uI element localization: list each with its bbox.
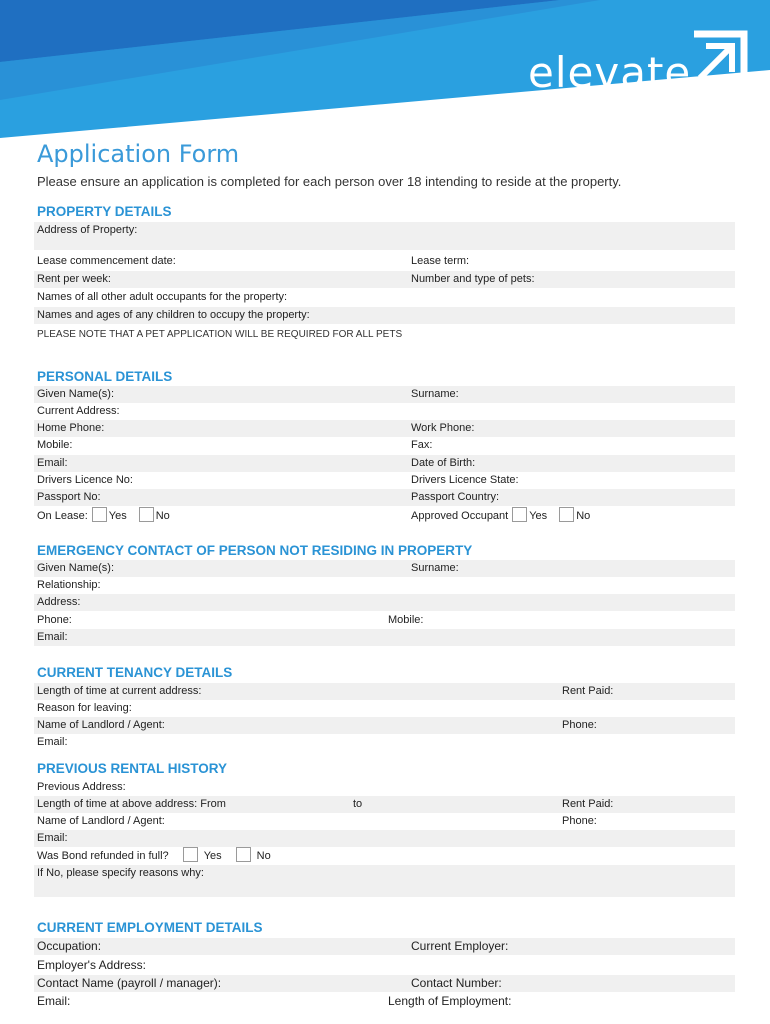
tenancy-length-label: Length of time at current address: — [37, 685, 202, 697]
licence-row[interactable] — [34, 472, 735, 489]
emergency-name-row[interactable] — [34, 560, 735, 577]
brand-logo-word: elevate — [528, 48, 692, 97]
occupation-label: Occupation: — [37, 939, 102, 953]
home-phone-label: Home Phone: — [37, 422, 105, 434]
approved-no-label: No — [576, 510, 591, 522]
rent-row[interactable] — [34, 271, 735, 288]
contact-name-label: Contact Name (payroll / manager): — [37, 976, 222, 990]
emergency-address-field[interactable] — [34, 594, 735, 611]
history-email-label: Email: — [37, 832, 68, 844]
employment-section-title: CURRENT EMPLOYMENT DETAILS — [37, 920, 263, 935]
adult-occupants-field[interactable] — [34, 289, 735, 306]
mobile-label: Mobile: — [37, 439, 73, 451]
given-name-label: Given Name(s): — [37, 388, 115, 400]
property-address-field[interactable] — [34, 222, 735, 250]
relationship-field[interactable] — [34, 577, 735, 594]
bond-yes-label: Yes — [203, 850, 222, 862]
tenancy-landlord-label: Name of Landlord / Agent: — [37, 719, 165, 731]
relationship-label: Relationship: — [37, 579, 101, 591]
on-lease-no-checkbox[interactable] — [139, 507, 154, 522]
tenancy-rent-label: Rent Paid: — [562, 685, 614, 697]
passport-row[interactable] — [34, 489, 735, 506]
email-row[interactable] — [34, 455, 735, 472]
dob-label: Date of Birth: — [411, 457, 476, 469]
bond-reasons-label: If No, please specify reasons why: — [37, 867, 204, 879]
tenancy-section-title: CURRENT TENANCY DETAILS — [37, 665, 233, 680]
approved-no-checkbox[interactable] — [559, 507, 574, 522]
previous-address-field[interactable] — [34, 779, 735, 796]
children-label: Names and ages of any children to occupy the property: — [37, 309, 310, 321]
form-intro: Please ensure an application is completed for each person over 18 intending to reside at the property. — [37, 174, 622, 189]
rent-label: Rent per week: — [37, 273, 111, 285]
on-lease-yes-label: Yes — [108, 510, 127, 522]
history-landlord-label: Name of Landlord / Agent: — [37, 815, 165, 827]
employment-contact-row[interactable] — [34, 975, 735, 992]
tenancy-length-row[interactable] — [34, 683, 735, 700]
employment-length-label: Length of Employment: — [388, 994, 512, 1008]
emergency-phone-label: Phone: — [37, 614, 72, 626]
form-title: Application Form — [37, 140, 240, 168]
emergency-address-label: Address: — [37, 596, 81, 608]
employment-email-label: Email: — [37, 994, 71, 1008]
phone-row[interactable] — [34, 420, 735, 437]
approved-yes-label: Yes — [529, 510, 548, 522]
emergency-phone-row[interactable] — [34, 612, 735, 629]
children-field[interactable] — [34, 307, 735, 324]
on-lease-label: On Lease: — [37, 510, 88, 522]
passport-country-label: Passport Country: — [411, 491, 500, 503]
personal-section-title: PERSONAL DETAILS — [37, 369, 173, 384]
arrow-logo-icon — [690, 30, 748, 88]
bond-yes-checkbox[interactable] — [183, 847, 198, 862]
tenancy-email-field[interactable] — [34, 734, 735, 751]
history-from-label: Length of time at above address: From — [37, 798, 226, 810]
previous-address-label: Previous Address: — [37, 781, 126, 793]
on-lease-yes-checkbox[interactable] — [92, 507, 107, 522]
lease-date-label: Lease commencement date: — [37, 255, 176, 267]
lease-status-row — [34, 507, 735, 524]
bond-row — [34, 847, 735, 864]
history-section-title: PREVIOUS RENTAL HISTORY — [37, 761, 228, 776]
bond-no-label: No — [256, 850, 271, 862]
tenancy-phone-label: Phone: — [562, 719, 597, 731]
licence-label: Drivers Licence No: — [37, 474, 133, 486]
lease-row[interactable] — [34, 253, 735, 270]
adult-occupants-label: Names of all other adult occupants for the property: — [37, 291, 288, 303]
current-address-label: Current Address: — [37, 405, 120, 417]
emergency-email-label: Email: — [37, 631, 68, 643]
brand-logo-subtitle: RESIDENTIAL — [552, 105, 682, 119]
surname-label: Surname: — [411, 388, 459, 400]
bond-label: Was Bond refunded in full? — [37, 850, 169, 862]
on-lease-no-label: No — [155, 510, 170, 522]
employer-address-field[interactable] — [34, 957, 735, 974]
history-landlord-row[interactable] — [34, 813, 735, 830]
employment-email-row[interactable] — [34, 993, 735, 1010]
emergency-email-field[interactable] — [34, 629, 735, 646]
contact-number-label: Contact Number: — [411, 976, 502, 990]
approved-occupant-label: Approved Occupant — [411, 510, 509, 522]
approved-yes-checkbox[interactable] — [512, 507, 527, 522]
history-email-field[interactable] — [34, 830, 735, 847]
emergency-surname-label: Surname: — [411, 562, 459, 574]
history-to-label: to — [353, 798, 363, 810]
history-phone-label: Phone: — [562, 815, 597, 827]
pet-note: PLEASE NOTE THAT A PET APPLICATION WILL BE REQUIRED FOR ALL PETS — [37, 329, 403, 340]
emergency-section-title: EMERGENCY CONTACT OF PERSON NOT RESIDING IN PROPERTY — [37, 543, 473, 558]
fax-label: Fax: — [411, 439, 433, 451]
employer-address-label: Employer's Address: — [37, 958, 147, 972]
licence-state-label: Drivers Licence State: — [411, 474, 519, 486]
employer-label: Current Employer: — [411, 939, 509, 953]
mobile-row[interactable] — [34, 437, 735, 454]
bond-reasons-field[interactable] — [34, 865, 735, 897]
reason-leaving-field[interactable] — [34, 700, 735, 717]
history-rent-label: Rent Paid: — [562, 798, 614, 810]
tenancy-landlord-row[interactable] — [34, 717, 735, 734]
work-phone-label: Work Phone: — [411, 422, 475, 434]
current-address-field[interactable] — [34, 403, 735, 420]
bond-no-checkbox[interactable] — [236, 847, 251, 862]
tenancy-email-label: Email: — [37, 736, 68, 748]
reason-leaving-label: Reason for leaving: — [37, 702, 132, 714]
property-section-title: PROPERTY DETAILS — [37, 204, 172, 219]
pets-label: Number and type of pets: — [411, 273, 535, 285]
passport-label: Passport No: — [37, 491, 101, 503]
emergency-given-label: Given Name(s): — [37, 562, 115, 574]
property-address-label: Address of Property: — [37, 224, 138, 236]
employment-occupation-row[interactable] — [34, 938, 735, 955]
lease-term-label: Lease term: — [411, 255, 470, 267]
email-label: Email: — [37, 457, 68, 469]
emergency-mobile-label: Mobile: — [388, 614, 424, 626]
history-length-row[interactable] — [34, 796, 735, 813]
personal-name-row[interactable] — [34, 386, 735, 403]
